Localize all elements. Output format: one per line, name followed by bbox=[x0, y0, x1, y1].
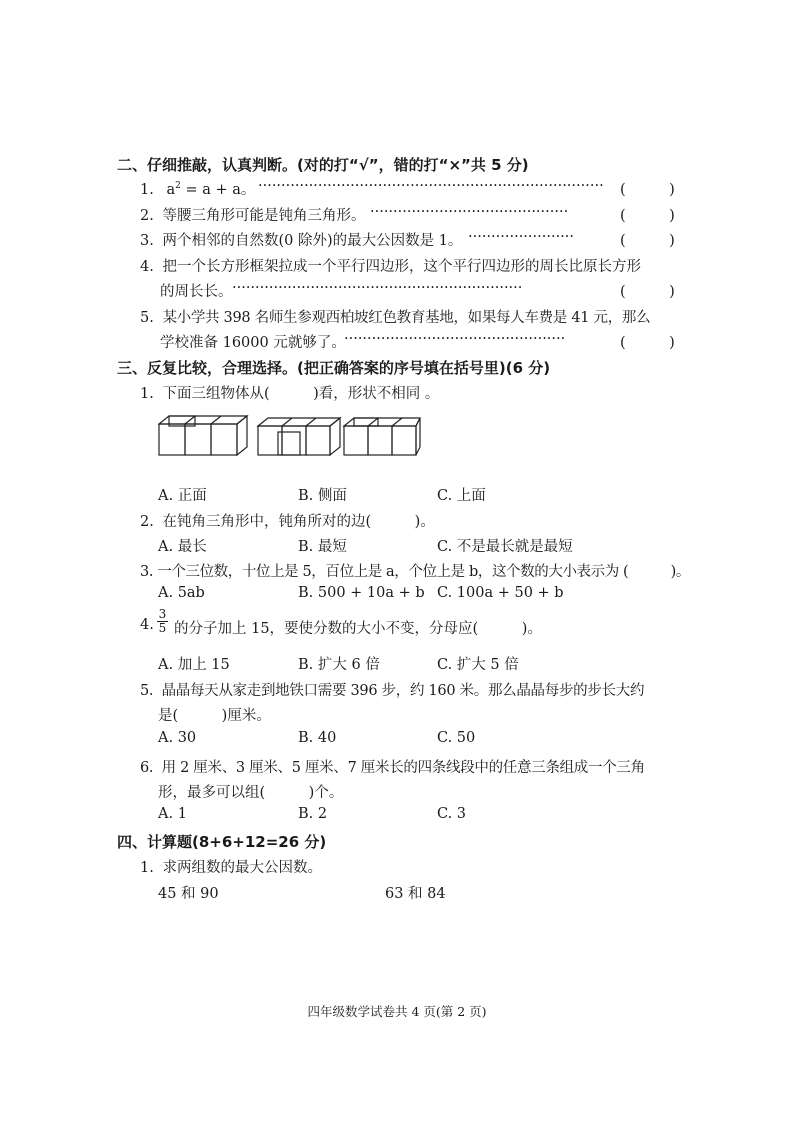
item-number: 2. bbox=[140, 208, 154, 224]
item-text-cont[interactable]: 是( )厘米。 bbox=[158, 708, 271, 724]
option-a[interactable]: A. 最长 bbox=[158, 539, 207, 555]
item-text-cont: 的周长长。 bbox=[160, 284, 233, 300]
option-b[interactable]: B. 扩大 6 倍 bbox=[298, 657, 380, 673]
option-a[interactable]: A. 5ab bbox=[158, 585, 205, 601]
option-a[interactable]: A. 1 bbox=[158, 806, 187, 822]
cube-figures bbox=[158, 414, 422, 458]
item-text: 某小学共 398 名师生参观西柏坡红色教育基地，如果每人车费是 41 元，那么 bbox=[162, 310, 651, 326]
item-text[interactable]: 的分子加上 15，要使分数的大小不变，分母应( )。 bbox=[174, 621, 542, 637]
item-number: 5. bbox=[140, 310, 154, 326]
choice-q5 bbox=[140, 679, 644, 700]
item-formula: $a^2 = a + a$。 bbox=[166, 181, 256, 198]
item-text: 求两组数的最大公因数。 bbox=[162, 860, 322, 876]
number-group-2: 63 和 84 bbox=[385, 886, 446, 902]
item-number: 1. bbox=[140, 860, 154, 876]
answer-blank[interactable]: ( ) bbox=[620, 208, 675, 224]
option-a[interactable]: A. 30 bbox=[158, 730, 197, 746]
section3-heading: 三、反复比较，合理选择。(把正确答案的序号填在括号里)(6 分) bbox=[117, 359, 551, 377]
leader-dots: ················································ bbox=[344, 331, 566, 347]
item-text[interactable]: 在钝角三角形中，钝角所对的边( )。 bbox=[162, 514, 435, 530]
page-footer: 四年级数学试卷共 4 页(第 2 页) bbox=[307, 1004, 487, 1019]
option-b[interactable]: B. 侧面 bbox=[298, 488, 347, 504]
option-c[interactable]: C. 扩大 5 倍 bbox=[437, 657, 519, 673]
option-c[interactable]: C. 上面 bbox=[437, 488, 486, 504]
judge-item-4 bbox=[140, 255, 641, 276]
item-text-cont: 学校准备 16000 元就够了。 bbox=[160, 335, 346, 351]
item-number: 5. bbox=[140, 683, 154, 699]
option-c[interactable]: C. 50 bbox=[437, 730, 476, 746]
item-number: 3. bbox=[140, 233, 154, 249]
option-c[interactable]: C. 100a + 50 + b bbox=[437, 585, 564, 601]
item-number: 1. bbox=[140, 386, 154, 402]
item-text: 把一个长方形框架拉成一个平行四边形，这个平行四边形的周长比原长方形 bbox=[162, 259, 641, 275]
choice-q6 bbox=[140, 756, 645, 777]
cube-group-1 bbox=[159, 416, 247, 455]
item-text[interactable]: 下面三组物体从( )看，形状不相同 。 bbox=[162, 386, 440, 402]
leader-dots: ······················· bbox=[468, 229, 575, 245]
item-text-cont[interactable]: 形，最多可以组( )个。 bbox=[158, 785, 344, 801]
judge-item-2 bbox=[140, 204, 365, 225]
option-a[interactable]: A. 正面 bbox=[158, 488, 207, 504]
answer-blank[interactable]: ( ) bbox=[620, 182, 675, 198]
choice-q3 bbox=[140, 560, 690, 581]
option-a[interactable]: A. 加上 15 bbox=[158, 657, 230, 673]
item-number: 4. bbox=[140, 259, 154, 275]
cube-group-2 bbox=[258, 418, 340, 455]
fraction-denominator: 5 bbox=[158, 621, 167, 635]
option-c[interactable]: C. 3 bbox=[437, 806, 467, 822]
question-number: 4. bbox=[140, 617, 154, 633]
leader-dots: ······························································· bbox=[232, 280, 523, 296]
answer-blank[interactable]: ( ) bbox=[620, 335, 675, 351]
number-group-1: 45 和 90 bbox=[158, 886, 219, 902]
item-number: 6. bbox=[140, 760, 154, 776]
option-c[interactable]: C. 不是最长就是最短 bbox=[437, 539, 573, 555]
calc-q1 bbox=[140, 856, 322, 877]
item-text: 用 2 厘米、3 厘米、5 厘米、7 厘米长的四条线段中的任意三条组成一个三角 bbox=[161, 760, 645, 776]
judge-item-1 bbox=[140, 178, 255, 199]
option-b[interactable]: B. 2 bbox=[298, 806, 328, 822]
answer-blank[interactable]: ( ) bbox=[620, 233, 675, 249]
fraction-numerator: 3 bbox=[158, 607, 167, 621]
answer-blank[interactable]: ( ) bbox=[620, 284, 675, 300]
leader-dots: ··········································································· bbox=[258, 178, 604, 194]
item-number: 3. bbox=[140, 564, 154, 580]
item-text: 两个相邻的自然数(0 除外)的最大公因数是 1。 bbox=[162, 233, 463, 249]
item-number: 2. bbox=[140, 514, 154, 530]
item-number: 1. bbox=[140, 182, 154, 198]
option-b[interactable]: B. 500 + 10a + b bbox=[298, 585, 425, 601]
option-b[interactable]: B. 最短 bbox=[298, 539, 347, 555]
item-text[interactable]: 一个三位数，十位上是 5，百位上是 a，个位上是 b，这个数的大小表示为 ( )。 bbox=[157, 564, 690, 580]
judge-item-5 bbox=[140, 306, 650, 327]
leader-dots: ··········································· bbox=[370, 204, 569, 220]
item-text: 晶晶每天从家走到地铁口需要 396 步，约 160 米。那么晶晶每步的步长大约 bbox=[161, 683, 645, 699]
item-text: 等腰三角形可能是钝角三角形。 bbox=[162, 208, 366, 224]
choice-q2 bbox=[140, 510, 435, 531]
fraction-three-fifths bbox=[157, 608, 168, 635]
cube-group-3 bbox=[344, 418, 420, 455]
section4-heading: 四、计算题(8+6+12=26 分) bbox=[117, 833, 327, 851]
section2-heading: 二、仔细推敲，认真判断。(对的打“√”，错的打“×”共 5 分) bbox=[117, 156, 529, 174]
choice-q1 bbox=[140, 382, 439, 403]
option-b[interactable]: B. 40 bbox=[298, 730, 337, 746]
judge-item-3 bbox=[140, 229, 462, 250]
